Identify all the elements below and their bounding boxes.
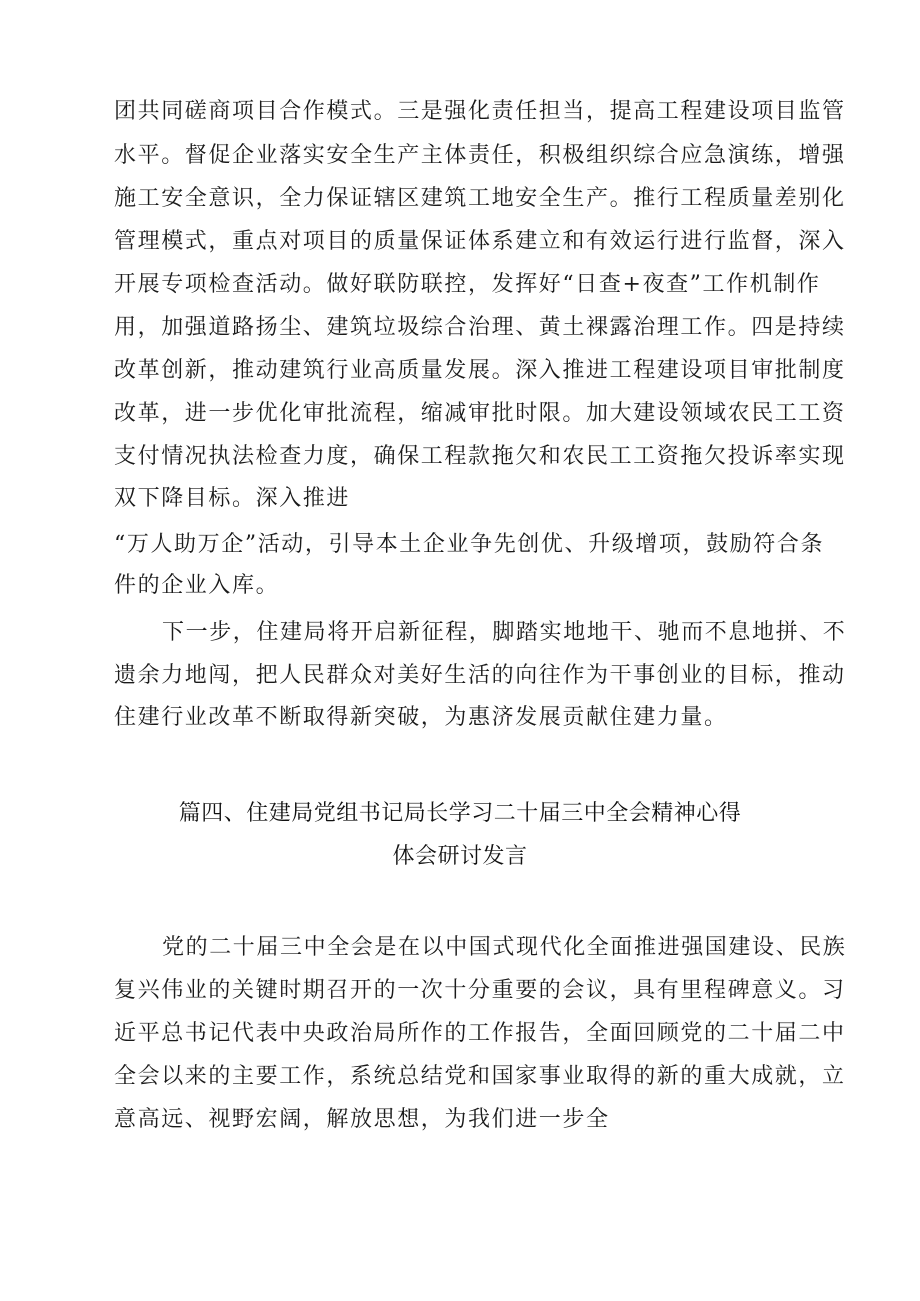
paragraph-line: 双下降目标。深入推进 xyxy=(114,486,351,511)
paragraph-line: 全会以来的主要工作，系统总结党和国家事业取得的新的重大成就，立 xyxy=(114,1064,846,1089)
paragraph-line: 水平。督促企业落实安全生产主体责任，积极组织综合应急演练，增强 xyxy=(114,143,846,168)
paragraph-line: “万人助万企”活动，引导本土企业争先创优、升级增项，鼓励符合条 xyxy=(114,532,825,557)
paragraph-line: 意高远、视野宏阔，解放思想，为我们进一步全 xyxy=(114,1107,610,1132)
heading-line-1: 篇四、住建局党组书记局长学习二十届三中全会精神心得 xyxy=(178,801,742,826)
paragraph-line: 用，加强道路扬尘、建筑垃圾综合治理、黄土裸露治理工作。四是持续 xyxy=(114,315,846,340)
heading-line-2: 体会研讨发言 xyxy=(392,844,528,869)
paragraph-line: 团共同磋商项目合作模式。三是强化责任担当，提高工程建设项目监管 xyxy=(114,99,846,124)
paragraph-line: 遗余力地闯，把人民群众对美好生活的向往作为干事创业的目标，推动 xyxy=(114,663,846,688)
paragraph-line: 管理模式，重点对项目的质量保证体系建立和有效运行进行监督，深入 xyxy=(114,229,846,254)
paragraph-line: 改革，进一步优化审批流程，缩减审批时限。加大建设领域农民工工资 xyxy=(114,401,846,426)
paragraph-line: 党的二十届三中全会是在以中国式现代化全面推进强国建设、民族 xyxy=(162,935,847,960)
paragraph-line: 件的企业入库。 xyxy=(114,573,280,598)
paragraph-line: 改革创新，推动建筑行业高质量发展。深入推进工程建设项目审批制度 xyxy=(114,358,846,383)
paragraph-line: 开展专项检查活动。做好联防联控，发挥好“日查+夜查”工作机制作 xyxy=(114,272,821,297)
paragraph-line: 住建行业改革不断取得新突破，为惠济发展贡献住建力量。 xyxy=(114,705,728,730)
paragraph-line: 下一步，住建局将开启新征程，脚踏实地地干、驰而不息地拼、不 xyxy=(162,620,847,645)
paragraph-line: 复兴伟业的关键时期召开的一次十分重要的会议，具有里程碑意义。习 xyxy=(114,978,846,1003)
paragraph-line: 支付情况执法检查力度，确保工程款拖欠和农民工工资拖欠投诉率实现 xyxy=(114,444,846,469)
paragraph-line: 施工安全意识，全力保证辖区建筑工地安全生产。推行工程质量差别化 xyxy=(114,186,846,211)
paragraph-line: 近平总书记代表中央政治局所作的工作报告，全面回顾党的二十届二中 xyxy=(114,1021,846,1046)
